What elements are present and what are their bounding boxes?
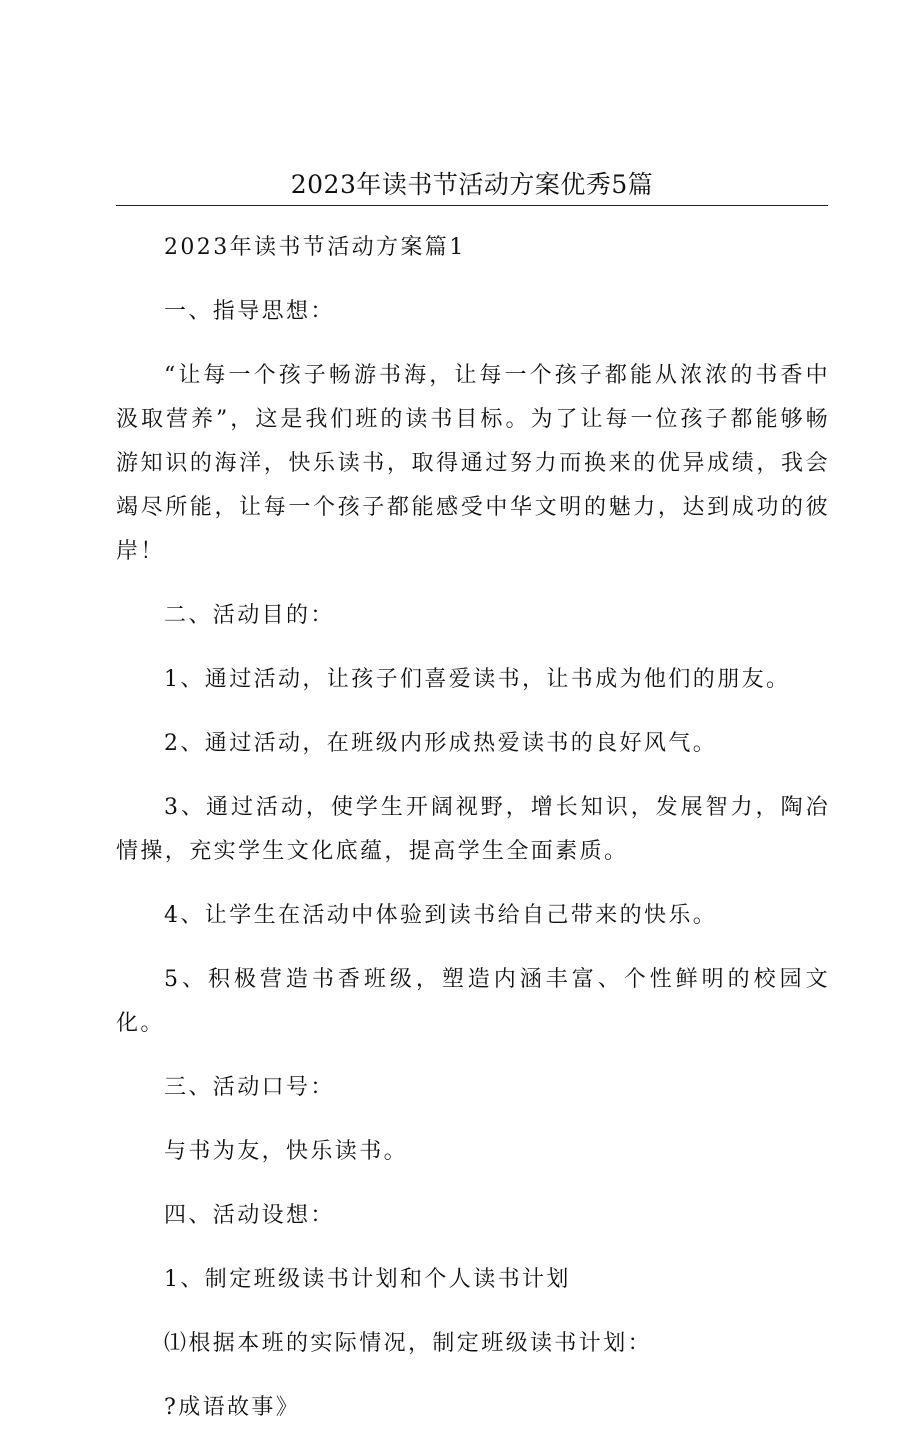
plan-item-1: 1、制定班级读书计划和个人读书计划 (164, 1267, 571, 1292)
purpose-item-3: 3、通过活动，使学生开阔视野，增长知识，发展智力，陶冶情操，充实学生文化底蕴，提高学生全面素质。 (116, 795, 830, 864)
document-body (116, 226, 830, 1450)
book-title-item: ?成语故事》 (164, 1395, 301, 1420)
heading-guiding-idea: 一、指导思想： (164, 299, 335, 324)
plan-subitem-1: ⑴根据本班的实际情况，制定班级读书计划： (164, 1331, 653, 1356)
document-title: 2023年读书节活动方案优秀5篇 (290, 170, 654, 199)
heading-activity-purpose: 二、活动目的： (164, 603, 335, 628)
slogan-text: 与书为友，快乐读书。 (164, 1139, 409, 1164)
purpose-item-1: 1、通过活动，让孩子们喜爱读书，让书成为他们的朋友。 (164, 667, 791, 692)
purpose-item-2: 2、通过活动，在班级内形成热爱读书的良好风气。 (164, 731, 718, 756)
heading-activity-plan: 四、活动设想： (164, 1203, 335, 1228)
paragraph-guiding-idea: “让每一个孩子畅游书海，让每一个孩子都能从浓浓的书香中汲取营养”，这是我们班的读书目标。为了让每一位孩子都能够畅游知识的海洋，快乐读书，取得通过努力而换来的优异成绩，我会竭尽所能，让每一个孩子都能感受中华文明的魅力，达到成功的彼岸！ (116, 363, 830, 564)
purpose-item-4: 4、让学生在活动中体验到读书给自己带来的快乐。 (164, 903, 718, 928)
title-underline (116, 205, 828, 206)
section-heading: 2023年读书节活动方案篇1 (164, 235, 466, 260)
heading-activity-slogan: 三、活动口号： (164, 1075, 335, 1100)
purpose-item-5: 5、积极营造书香班级，塑造内涵丰富、个性鲜明的校园文化。 (116, 967, 830, 1036)
